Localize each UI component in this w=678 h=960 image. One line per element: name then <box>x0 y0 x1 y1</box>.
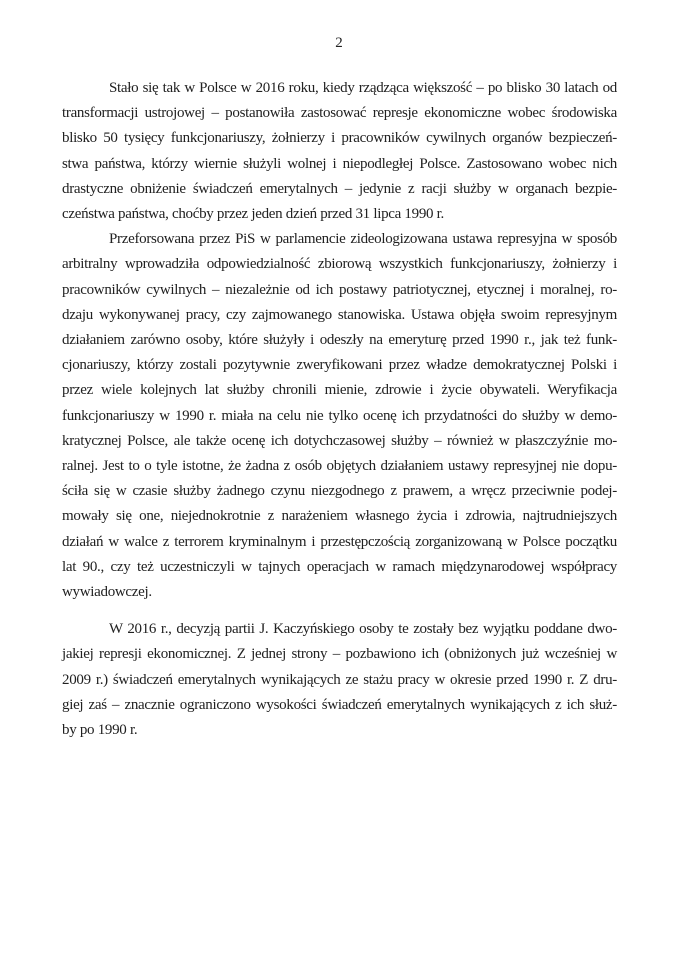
text-line: jakiej represji ekonomicznej. Z jednej strony – pozbawiono ich (obniżonych już wcześniej w <box>62 646 617 663</box>
text-line: blisko 50 tysięcy funkcjonariuszy, żołnierzy i pracowników cywilnych organów bezpieczeń- <box>62 130 617 147</box>
document-body <box>62 76 617 743</box>
text-line: drastyczne obniżenie świadczeń emerytalnych – jedynie z racji służby w organach bezpie- <box>62 180 617 197</box>
text-line: wywiadowczej. <box>62 584 152 601</box>
paragraph-3 <box>62 617 617 743</box>
page-number: 2 <box>335 35 343 51</box>
text-line: ralnej. Jest to o tyle istotne, że żadna z osób objętych działaniem ustawy represyjnej nie dopu- <box>62 458 617 475</box>
text-line: 2009 r.) świadczeń emerytalnych wynikających ze stażu pracy w okresie przed 1990 r. Z dru- <box>62 671 617 688</box>
text-line: cjonariuszy, którzy zostali pozytywnie zweryfikowani przez władze demokratycznej Polski i <box>62 357 617 374</box>
text-line: przez wiele kolejnych lat służby chronili mienie, zdrowie i życie obywateli. Weryfikacja <box>62 382 617 399</box>
text-line: działań w walce z terrorem kryminalnym i przestępczością zorganizowaną w Polsce początku <box>62 533 617 550</box>
text-line: by po 1990 r. <box>62 722 138 739</box>
text-line: transformacji ustrojowej – postanowiła zastosować represje ekonomiczne wobec środowiska <box>62 105 617 122</box>
text-line: działaniem zarówno osoby, które służyły i odeszły na emeryturę przed 1990 r., jak też funk- <box>62 332 617 349</box>
text-line: czeństwa państwa, choćby przez jeden dzień przed 31 lipca 1990 r. <box>62 206 444 223</box>
text-line: stwa państwa, którzy wiernie służyli wolnej i niepodległej Polsce. Zastosowano wobec nich <box>62 155 617 172</box>
text-line: Stało się tak w Polsce w 2016 roku, kiedy rządząca większość – po blisko 30 latach od <box>109 80 617 96</box>
text-line: W 2016 r., decyzją partii J. Kaczyńskiego osoby te zostały bez wyjątku poddane dwo- <box>109 621 617 638</box>
text-line: ściła się w czasie służby żadnego czynu niezgodnego z prawem, a wręcz przeciwnie podej- <box>62 483 617 500</box>
text-line: dzaju wykonywanej pracy, czy zajmowanego stanowiska. Ustawa objęła swoim represyjnym <box>62 306 617 323</box>
text-line: mowały się one, niejednokrotnie z narażeniem własnego życia i zdrowia, najtrudniejszych <box>62 508 617 525</box>
paragraph-1 <box>62 76 617 227</box>
paragraph-2 <box>62 227 617 605</box>
text-line: lat 90., czy też uczestniczyli w tajnych operacjach w ramach międzynarodowej współpracy <box>62 558 617 575</box>
text-line: arbitralny wprowadziła odpowiedzialność zbiorową wszystkich funkcjonariuszy, żołnierzy i <box>62 256 617 273</box>
text-line: pracowników cywilnych – niezależnie od ich postawy patriotycznej, etycznej i moralnej, ro- <box>62 281 617 298</box>
text-line: Przeforsowana przez PiS w parlamencie zideologizowana ustawa represyjna w sposób <box>109 231 617 248</box>
text-line: giej zaś – znacznie ograniczono wysokości świadczeń emerytalnych wynikających z ich służ- <box>62 696 617 713</box>
text-line: kratycznej Polsce, ale także ocenę ich dotychczasowej służby – również w płaszczyźnie mo- <box>62 432 617 449</box>
text-line: funkcjonariuszy w 1990 r. miała na celu nie tylko ocenę ich przydatności do służby w demo- <box>62 407 617 424</box>
